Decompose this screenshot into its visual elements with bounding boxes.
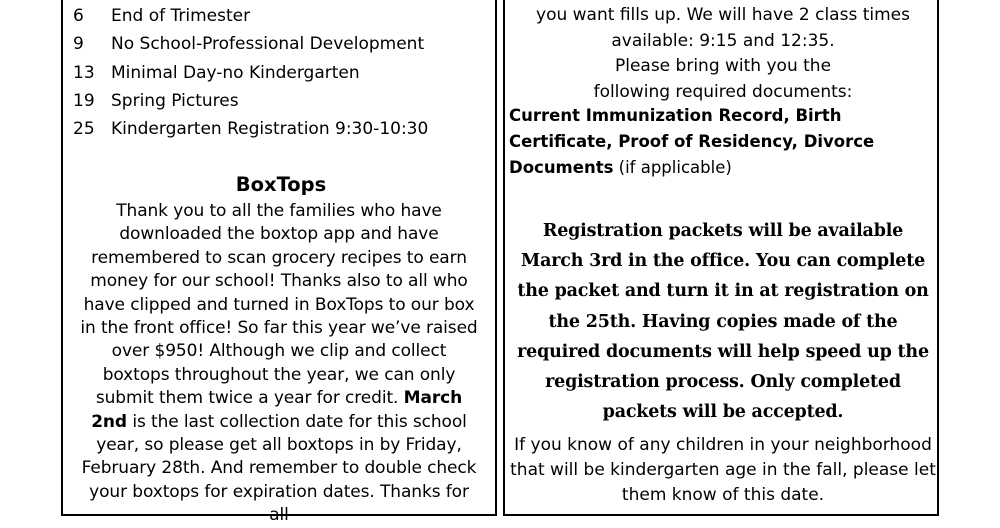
calendar-day: 19 bbox=[73, 90, 95, 111]
boxtops-heading: BoxTops bbox=[235, 173, 327, 196]
required-documents bbox=[509, 103, 937, 181]
boxtops-deadline: March 2nd bbox=[91, 388, 463, 432]
calendar-day: 9 bbox=[73, 34, 84, 55]
boxtops-body-text-end: is the last collection date for this school year, so please get all boxtops in by Friday, February 28th. And remember to double check your boxtops for expiration dates. Thanks for all bbox=[81, 411, 477, 526]
registration-intro bbox=[505, 3, 941, 105]
neighborhood-note: If you know of any children in your neighborhood that will be kindergarten age in the fall, please let them know of this date. bbox=[510, 435, 936, 505]
calendar-event: No School-Professional Development bbox=[111, 34, 425, 55]
registration-line: following required documents: bbox=[593, 81, 853, 102]
calendar-event: Kindergarten Registration 9:30-10:30 bbox=[111, 119, 429, 140]
right-column-panel bbox=[503, 0, 939, 516]
registration-packets-note: Registration packets will be available March 3rd in the office. You can complete the packet and turn it in at registration on the 25th. Having copies made of the required documents will help speed up the registration process. Only completed packets will be accepted. bbox=[517, 221, 929, 423]
calendar-event: End of Trimester bbox=[111, 6, 251, 26]
calendar-day: 13 bbox=[73, 62, 95, 83]
calendar-day: 6 bbox=[73, 6, 84, 26]
calendar-event: Minimal Day-no Kindergarten bbox=[111, 62, 360, 83]
required-documents-list: Current Immunization Record, Birth Certificate, Proof of Residency, Divorce Documents bbox=[509, 106, 875, 177]
registration-line: you want fills up. We will have 2 class times bbox=[536, 5, 910, 25]
calendar-day: 25 bbox=[73, 119, 95, 140]
registration-line: Please bring with you the bbox=[614, 56, 832, 76]
boxtops-body-text: Thank you to all the families who have downloaded the boxtop app and have remembered to scan grocery recipes to earn money for our school! Thanks also to all who have clipped and turned in BoxTops to our box in the front office! So far this year we’ve raised over $950! Although we clip and collect boxtops throughout the year, we can only submit them twice a year for credit. bbox=[80, 201, 478, 409]
registration-line: available: 9:15 and 12:35. bbox=[611, 30, 835, 51]
boxtops-body bbox=[77, 200, 481, 528]
calendar-event: Spring Pictures bbox=[111, 90, 239, 111]
required-documents-note: (if applicable) bbox=[613, 158, 732, 177]
left-column-panel bbox=[61, 0, 497, 526]
